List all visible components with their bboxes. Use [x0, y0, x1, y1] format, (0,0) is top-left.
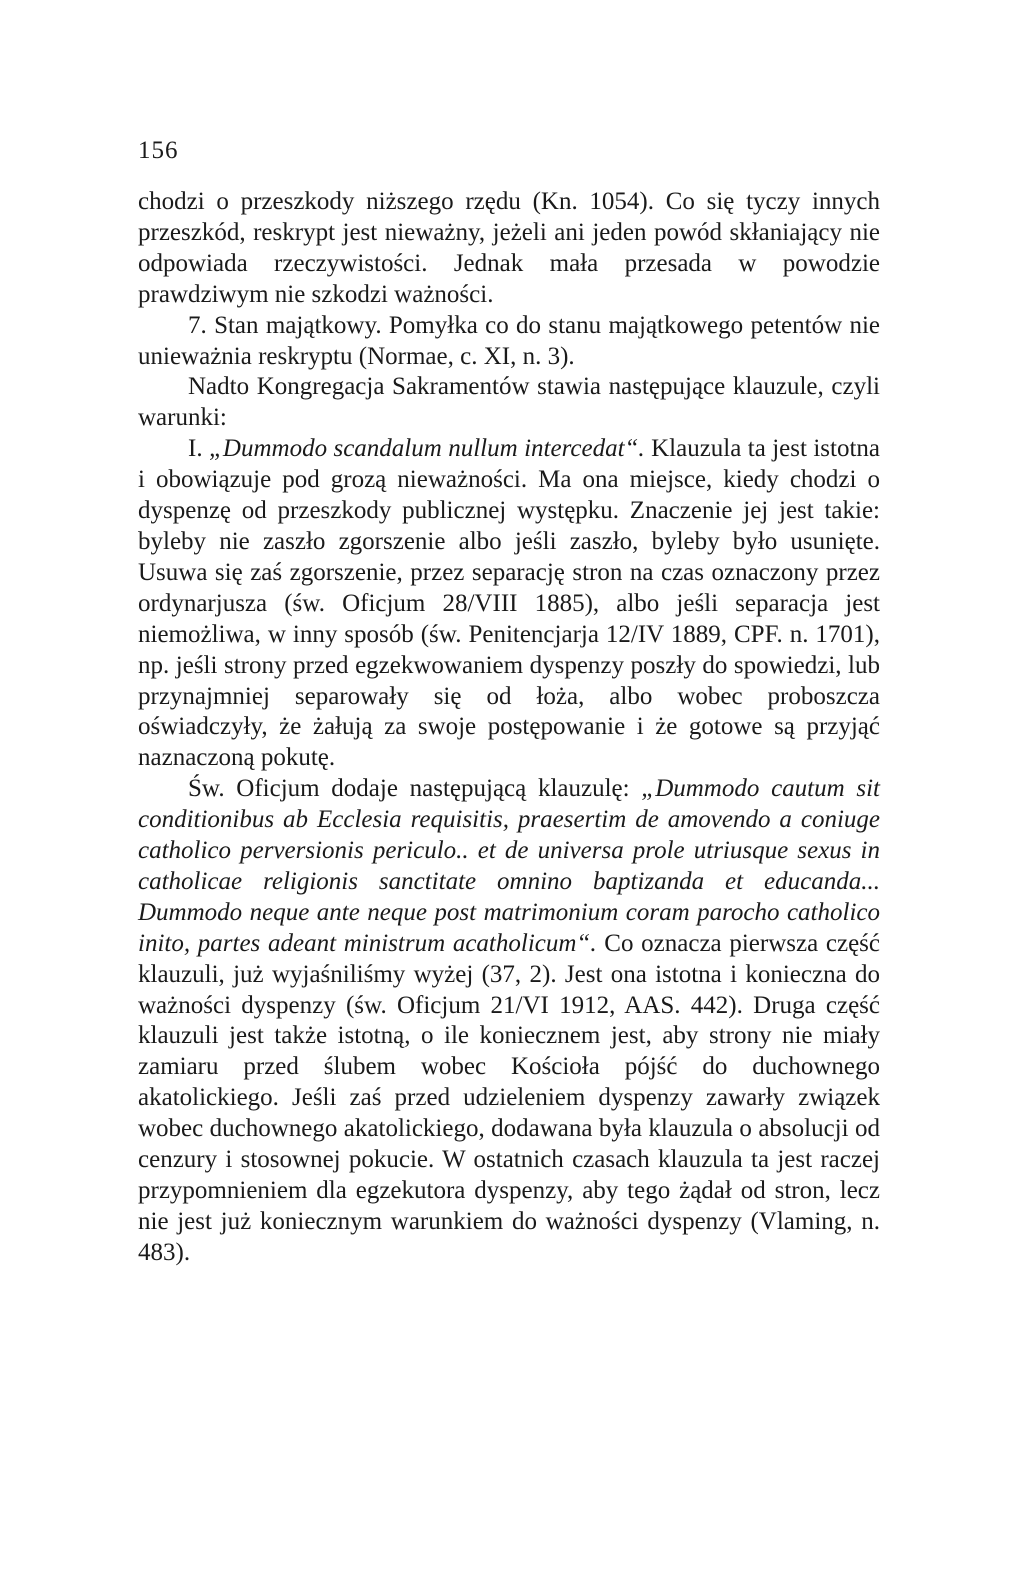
- body-text: [138, 187, 880, 1269]
- paragraph-prefix: Św. Oficjum dodaje następującą klauzulę:: [188, 775, 642, 803]
- latin-quote: „Dummodo scandalum nullum intercedat“.: [209, 435, 645, 463]
- paragraph-prefix: I.: [188, 435, 209, 463]
- latin-quote: „Dummodo cautum sit conditionibus ab Ecclesia requisitis, praesertim de amovendo a coniuge catholico perversionis periculo.. et de universa prole utriusque sexus in catholicae religionis sanctitate omnino baptizanda et educanda... Dummodo neque ante neque post matrimonium coram parocho catholico inito, partes adeant ministrum acatholicum“.: [138, 775, 880, 957]
- paragraph-klauzula-1: [138, 434, 880, 774]
- paragraph-klauzule-intro: Nadto Kongregacja Sakramentów stawia następujące klauzule, czyli warunki:: [138, 373, 880, 432]
- paragraph-oficjum: [138, 774, 880, 1269]
- paragraph-body: Co oznacza pierwsza część klauzuli, już wyjaśniliśmy wyżej (37, 2). Jest ona istotna i konieczna do ważności dyspenzy (św. Oficjum 21/VI 1912, AAS. 442). Druga część klauzuli jest także istotną, o ile koniecznem jest, aby strony nie miały zamiaru przed ślubem wobec Kościoła pójść do duchownego akatolickiego. Jeśli zaś przed udzieleniem dyspenzy zawarły związek wobec duchownego akatolickiego, dodawana była klauzula o absolucji od cenzury i stosownej pokucie. W ostatnich czasach klauzula ta jest raczej przypomnieniem dla egzekutora dyspenzy, aby tego żądał od stron, lecz nie jest już koniecznym warunkiem do ważności dyspenzy (Vlaming, n. 483).: [138, 929, 880, 1266]
- page-number: 156: [138, 137, 179, 164]
- paragraph-body: Klauzula ta jest istotna i obowiązuje pod grozą nieważności. Ma ona miejsce, kiedy chodzi o dyspenzę od przeszkody publicznej występku. Znaczenie jej jest takie: byleby nie zaszło zgorszenie albo jeśli zaszło, byleby było usunięte. Usuwa się zaś zgorszenie, przez separację stron na czas oznaczony przez ordynarjusza (św. Oficjum 28/VIII 1885), albo jeśli separacja jest niemożliwa, w inny sposób (św. Penitencjarja 12/IV 1889, CPF. n. 1701), np. jeśli strony przed egzekwowaniem dyspenzy poszły do spowiedzi, lub przynajmniej separowały się od łoża, albo wobec proboszcza oświadczyły, że żałują za swoje postępowanie i że gotowe są przyjąć naznaczoną pokutę.: [138, 435, 881, 772]
- paragraph-stan-majatkowy: 7. Stan majątkowy. Pomyłka co do stanu majątkowego petentów nie unieważnia reskryptu (Normae, c. XI, n. 3).: [138, 311, 880, 370]
- paragraph-przeszkody: chodzi o przeszkody niższego rzędu (Kn. 1054). Co się tyczy innych przeszkód, reskrypt jest nieważny, jeżeli ani jeden powód skłaniający nie odpowiada rzeczywistości. Jednak mała przesada w powodzie prawdziwym nie szkodzi ważności.: [138, 188, 880, 308]
